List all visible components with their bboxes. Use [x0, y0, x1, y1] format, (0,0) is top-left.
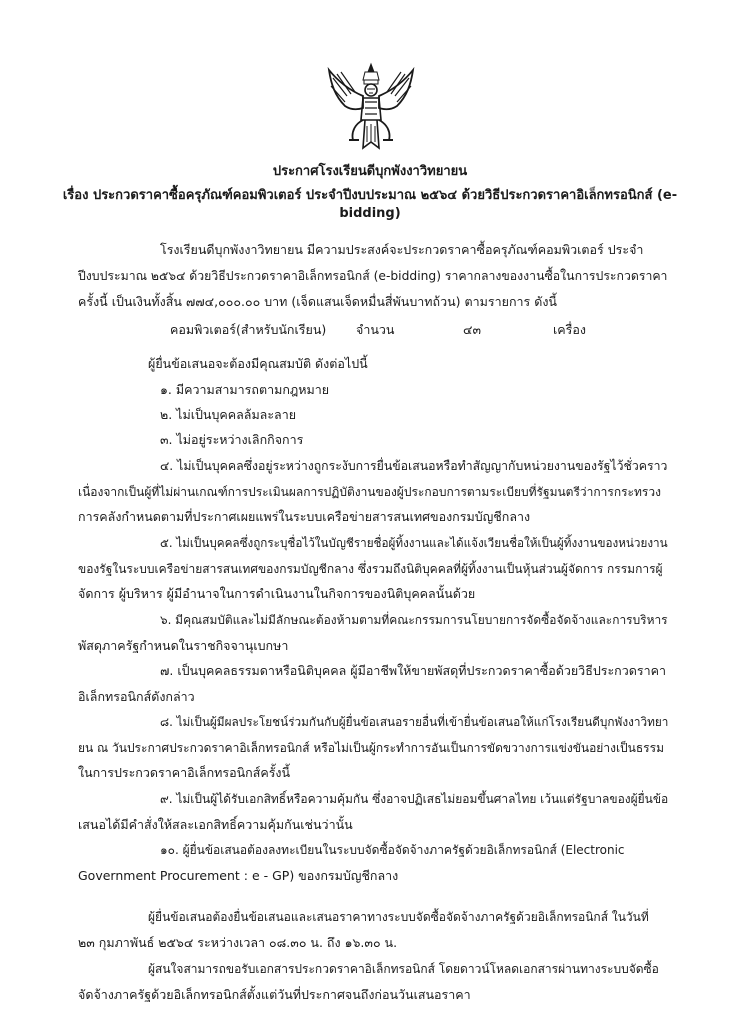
- interested-line-2: จัดจ้างภาครัฐด้วยอิเล็กทรอนิกส์ตั้งแต่วันที่ประกาศจนถึงก่อนวันเสนอราคา: [78, 987, 471, 1002]
- qualification-8-line-1: ๘. ไม่เป็นผู้มีผลประโยชน์ร่วมกันกับผู้ยื่นข้อเสนอรายอื่นที่เข้ายื่นข้อเสนอให้แก่โรงเรียนดีบุกพังงาวิทยา: [160, 715, 669, 729]
- qualification-5-line-3: จัดการ ผู้บริหาร ผู้มีอำนาจในการดำเนินงานในกิจการของนิติบุคคลนั้นด้วย: [78, 586, 476, 601]
- qualification-9-line-2: เสนอได้มีคำสั่งให้สละเอกสิทธิ์ความคุ้มกันเช่นว่านั้น: [78, 817, 353, 832]
- intro-line-2: ปีงบประมาณ ๒๕๖๔ ด้วยวิธีประกวดราคาอิเล็กทรอนิกส์ (e-bidding) ราคากลางของงานซื้อในการประกวดราคา: [78, 268, 668, 283]
- interested-line-1: ผู้สนใจสามารถขอรับเอกสารประกวดราคาอิเล็กทรอนิกส์ โดยดาวน์โหลดเอกสารผ่านทางระบบจัดซื้อ: [148, 962, 659, 976]
- garuda-emblem-icon: [323, 62, 419, 154]
- qualification-6-line-2: พัสดุภาครัฐกำหนดในราชกิจจานุเบกษา: [78, 638, 289, 653]
- item-qty-label: จำนวน: [356, 322, 395, 337]
- submission-line-1: ผู้ยื่นข้อเสนอต้องยื่นข้อเสนอและเสนอราคาทางระบบจัดซื้อจัดจ้างภาครัฐด้วยอิเล็กทรอนิกส์ ในวันที่: [148, 910, 649, 924]
- qualification-4-line-2: เนื่องจากเป็นผู้ที่ไม่ผ่านเกณฑ์การประเมินผลการปฏิบัติงานของผู้ประกอบการตามระเบียบที่รัฐมนตรีว่าการกระทรวง: [78, 485, 661, 499]
- qualification-9-line-1: ๙. ไม่เป็นผู้ได้รับเอกสิทธิ์หรือความคุ้มกัน ซึ่งอาจปฏิเสธไม่ยอมขึ้นศาลไทย เว้นแต่รัฐบาลของผู้ยื่นข้อ: [160, 792, 669, 806]
- qualification-8-line-2: ยน ณ วันประกาศประกวดราคาอิเล็กทรอนิกส์ หรือไม่เป็นผู้กระทำการอันเป็นการขัดขวางการแข่งขันอย่างเป็นธรรม: [78, 741, 664, 755]
- qualification-4-line-3: การคลังกำหนดตามที่ประกาศเผยแพร่ในระบบเครือข่ายสารสนเทศของกรมบัญชีกลาง: [78, 509, 531, 524]
- qualification-5-line-1: ๕. ไม่เป็นบุคคลซึ่งถูกระบุชื่อไว้ในบัญชีรายชื่อผู้ทิ้งงานและได้แจ้งเวียนชื่อให้เป็นผู้ทิ้งงานของหน่วยงาน: [160, 536, 668, 550]
- submission-line-2: ๒๓ กุมภาพันธ์ ๒๕๖๔ ระหว่างเวลา ๐๘.๓๐ น. ถึง ๑๖.๓๐ น.: [78, 935, 398, 950]
- qualification-7-line-1: ๗. เป็นบุคคลธรรมดาหรือนิติบุคคล ผู้มีอาชีพให้ขายพัสดุที่ประกวดราคาซื้อด้วยวิธีประกวดราคา: [160, 663, 666, 678]
- item-unit: เครื่อง: [553, 322, 586, 337]
- qualification-1: ๑. มีความสามารถตามกฎหมาย: [160, 382, 330, 397]
- qualification-2: ๒. ไม่เป็นบุคคลล้มละลาย: [160, 407, 297, 422]
- qualifications-heading: ผู้ยื่นข้อเสนอจะต้องมีคุณสมบัติ ดังต่อไปนี้: [148, 356, 368, 371]
- qualification-3: ๓. ไม่อยู่ระหว่างเลิกกิจการ: [160, 432, 304, 447]
- qualification-4-line-1: ๔. ไม่เป็นบุคคลซึ่งอยู่ระหว่างถูกระงับการยื่นข้อเสนอหรือทำสัญญากับหน่วยงานของรัฐไว้ชั่วคราว: [160, 458, 668, 473]
- subject-line-2: bidding): [339, 206, 401, 221]
- subject-line-1: เรื่อง ประกวดราคาซื้อครุภัณฑ์คอมพิวเตอร์ ประจำปีงบประมาณ ๒๕๖๔ ด้วยวิธีประกวดราคาอิเล็กทรอนิกส์ (e-: [62, 188, 678, 203]
- qualification-6-line-1: ๖. มีคุณสมบัติและไม่มีลักษณะต้องห้ามตามที่คณะกรรมการนโยบายการจัดซื้อจัดจ้างและการบริหาร: [160, 613, 668, 627]
- qualification-5-line-2: ของรัฐในระบบเครือข่ายสารสนเทศของกรมบัญชีกลาง ซึ่งรวมถึงนิติบุคคลที่ผู้ทิ้งงานเป็นหุ้นส่วนผู้จัดการ กรรมการผู้: [78, 562, 663, 576]
- qualification-10-line-2: Government Procurement : e - GP) ของกรมบัญชีกลาง: [78, 868, 399, 883]
- qualification-8-line-3: ในการประกวดราคาอิเล็กทรอนิกส์ครั้งนี้: [78, 765, 291, 780]
- item-qty: ๔๓: [463, 322, 482, 337]
- intro-line-1: โรงเรียนดีบุกพังงาวิทยายน มีความประสงค์จะประกวดราคาซื้อครุภัณฑ์คอมพิวเตอร์ ประจำ: [160, 242, 644, 257]
- announcement-title: ประกาศโรงเรียนดีบุกพังงาวิทยายน: [272, 164, 468, 179]
- qualification-7-line-2: อิเล็กทรอนิกส์ดังกล่าว: [78, 689, 195, 704]
- intro-line-3: ครั้งนี้ เป็นเงินทั้งสิ้น ๗๗๔,๐๐๐.๐๐ บาท (เจ็ดแสนเจ็ดหมื่นสี่พันบาทถ้วน) ตามรายการ ดังนี้: [78, 294, 557, 309]
- qualification-10-line-1: ๑๐. ผู้ยื่นข้อเสนอต้องลงทะเบียนในระบบจัดซื้อจัดจ้างภาครัฐด้วยอิเล็กทรอนิกส์ (Electronic: [160, 843, 625, 857]
- item-name: คอมพิวเตอร์(สำหรับนักเรียน): [170, 322, 327, 337]
